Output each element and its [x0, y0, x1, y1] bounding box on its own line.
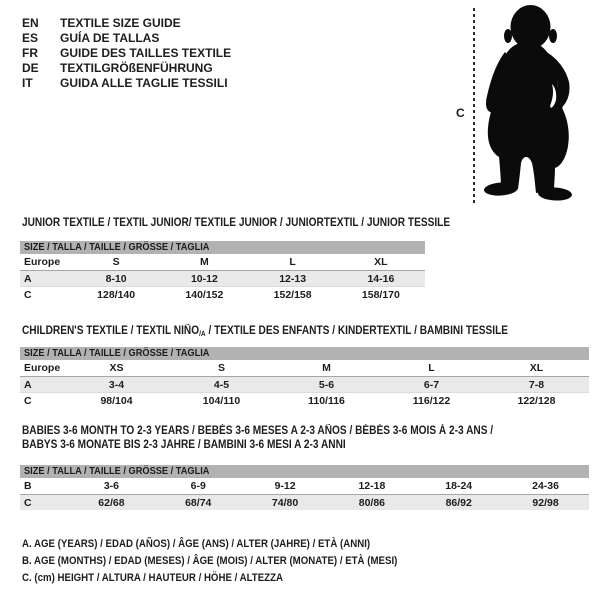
table-cell: 5-6: [318, 379, 335, 391]
row-label: B: [24, 480, 32, 492]
language-row-de: [22, 61, 231, 76]
table-cell: XS: [109, 362, 124, 374]
table-cell: 3-6: [103, 480, 119, 492]
row-label: A: [24, 273, 32, 285]
table-cell: S: [112, 256, 120, 268]
language-code: DE: [22, 61, 39, 75]
table-cell: 24-36: [532, 480, 559, 492]
size-header-bar: SIZE / TALLA / TAILLE / GRÖSSE / TAGLIA: [20, 465, 589, 478]
table-row-europe: [20, 254, 425, 270]
table-cell: L: [289, 256, 296, 268]
table-row-height: [20, 494, 589, 510]
guide-title: GUÍA DE TALLAS: [60, 31, 160, 45]
table-cell: 68/74: [185, 497, 212, 509]
guide-title: GUIDE DES TAILLES TEXTILE: [60, 46, 232, 60]
legend-age-years: A. AGE (YEARS) / EDAD (AÑOS) / ÂGE (ANS) / ALTER (JAHRE) / ETÀ (ANNI): [22, 538, 371, 550]
table-cell: 92/98: [532, 497, 559, 509]
table-cell: 14-16: [367, 273, 395, 285]
table-cell: 4-5: [213, 379, 230, 391]
language-code: FR: [22, 46, 38, 60]
table-cell: S: [217, 362, 225, 374]
table-cell: 18-24: [445, 480, 473, 492]
table-cell: 140/152: [185, 289, 224, 301]
legend-age-months: B. AGE (MONTHS) / EDAD (MESES) / ÂGE (MOIS) / ALTER (MONATE) / ETÀ (MESI): [22, 555, 398, 567]
language-code: EN: [22, 16, 39, 30]
table-cell: M: [322, 362, 331, 374]
table-cell: 62/68: [98, 497, 125, 509]
row-label: Europe: [24, 256, 61, 268]
language-code: IT: [22, 76, 33, 90]
language-row-es: [22, 31, 231, 46]
table-cell: 8-10: [105, 273, 127, 285]
children-size-table: [20, 347, 589, 408]
guide-title: GUIDA ALLE TAGLIE TESSILI: [60, 76, 228, 90]
table-row-height: [20, 392, 589, 408]
guide-title: TEXTILGRÖßENFÜHRUNG: [60, 61, 213, 75]
junior-size-table: [20, 241, 425, 302]
table-row-age-months: [20, 478, 589, 494]
size-header-bar: SIZE / TALLA / TAILLE / GRÖSSE / TAGLIA: [20, 241, 425, 254]
row-label: A: [24, 379, 32, 391]
table-cell: 12-13: [279, 273, 307, 285]
measurement-legend: [22, 536, 449, 587]
table-cell: 6-7: [423, 379, 440, 391]
table-cell: 6-9: [190, 480, 206, 492]
table-cell: 3-4: [108, 379, 125, 391]
table-cell: 12-18: [358, 480, 386, 492]
table-cell: 9-12: [274, 480, 296, 492]
table-cell: L: [428, 362, 435, 374]
subscript-text: /A: [199, 329, 206, 338]
row-label: C: [24, 395, 32, 407]
table-row-height: [20, 286, 425, 302]
table-cell: 128/140: [97, 289, 136, 301]
table-cell: 10-12: [190, 273, 218, 285]
babies-table-title: BABIES 3-6 MONTH TO 2-3 YEARS / BEBÉS 3-6 MESES A 2-3 AÑOS / BÉBÉS 3-6 MOIS À 2-3 ANS / BABYS 3-6 MONATE BIS 2-3 JAHRE / BAMBINI 3-6 MESI A 2-3 ANNI: [22, 425, 494, 451]
children-table-title: CHILDREN'S TEXTILE / TEXTIL $NIÑO_{/A}$ / TEXTILE DES ENFANTS / KINDERTEXTIL / BAMBINI TESSILE: [22, 325, 509, 338]
table-cell: 86/92: [445, 497, 472, 509]
language-title-list: [22, 16, 231, 91]
table-cell: 122/128: [517, 395, 556, 407]
table-cell: 98/104: [100, 395, 133, 407]
row-label: C: [24, 497, 32, 509]
language-row-it: [22, 76, 231, 91]
table-row-age: [20, 270, 425, 286]
table-cell: 158/170: [361, 289, 400, 301]
language-row-en: [22, 16, 231, 31]
table-cell: 110/116: [308, 395, 345, 407]
guide-title: TEXTILE SIZE GUIDE: [60, 16, 181, 30]
table-cell: M: [200, 256, 209, 268]
junior-table-title: JUNIOR TEXTILE / TEXTIL JUNIOR/ TEXTILE JUNIOR / JUNIORTEXTIL / JUNIOR TESSILE: [22, 217, 451, 229]
language-code: ES: [22, 31, 39, 45]
table-cell: 80/86: [358, 497, 386, 509]
height-measure-label: C: [456, 106, 465, 120]
table-cell: 104/110: [202, 395, 241, 407]
table-cell: 74/80: [271, 497, 299, 509]
table-cell: XL: [374, 256, 388, 268]
table-cell: 152/158: [273, 289, 312, 301]
table-row-age: [20, 376, 589, 392]
table-cell: XL: [529, 362, 544, 374]
babies-size-table: [20, 465, 589, 510]
table-row-europe: [20, 360, 589, 376]
height-measure-dashed-line: [473, 8, 475, 206]
language-row-fr: [22, 46, 231, 61]
size-header-bar: SIZE / TALLA / TAILLE / GRÖSSE / TAGLIA: [20, 347, 589, 360]
row-label: C: [24, 289, 32, 301]
legend-height-cm: C. (cm) HEIGHT / ALTURA / HAUTEUR / HÖHE / ALTEZZA: [22, 572, 284, 584]
table-cell: 116/122: [412, 395, 451, 407]
table-cell: 7-8: [528, 379, 545, 391]
row-label: Europe: [24, 362, 61, 374]
baby-silhouette-icon: [477, 0, 595, 206]
